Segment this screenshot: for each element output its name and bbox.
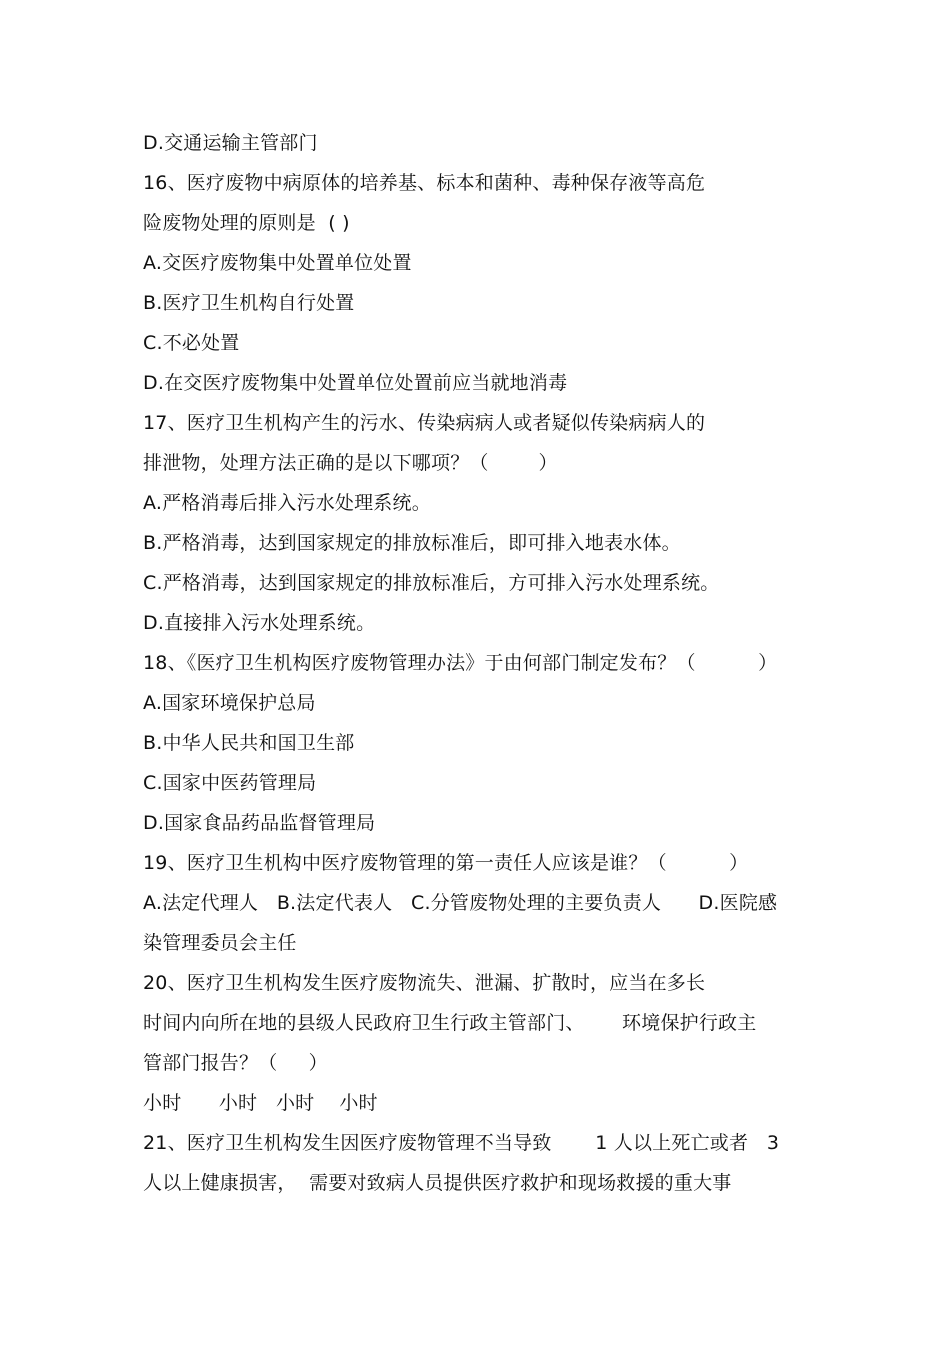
option-17-c: C.严格消毒，达到国家规定的排放标准后，方可排入污水处理系统。 — [143, 572, 720, 594]
option-15-d: D.交通运输主管部门 — [143, 132, 318, 154]
option-16-c: C.不必处置 — [143, 332, 240, 354]
option-18-b: B.中华人民共和国卫生部 — [143, 732, 355, 754]
question-17-line-1: 17、医疗卫生机构产生的污水、传染病病人或者疑似传染病病人的 — [143, 412, 706, 434]
option-16-d: D.在交医疗废物集中处置单位处置前应当就地消毒 — [143, 372, 568, 394]
option-18-c: C.国家中医药管理局 — [143, 772, 317, 794]
option-17-d: D.直接排入污水处理系统。 — [143, 612, 376, 634]
question-21-line-2: 人以上健康损害， 需要对致病人员提供医疗救护和现场救援的重大事 — [143, 1172, 732, 1194]
question-21-line-1: 21、医疗卫生机构发生因医疗废物管理不当导致 1 人以上死亡或者 3 — [143, 1132, 780, 1154]
options-20: 小时 小时 小时 小时 — [143, 1092, 378, 1114]
option-17-a: A.严格消毒后排入污水处理系统。 — [143, 492, 431, 514]
option-17-b: B.严格消毒，达到国家规定的排放标准后，即可排入地表水体。 — [143, 532, 681, 554]
question-17-line-2: 排泄物，处理方法正确的是以下哪项？（ ） — [143, 452, 558, 474]
question-18: 18、《医疗卫生机构医疗废物管理办法》于由何部门制定发布？（ ） — [143, 652, 778, 674]
question-20-line-2: 时间内向所在地的县级人民政府卫生行政主管部门、 环境保护行政主 — [143, 1012, 757, 1034]
options-19-line-2: 染管理委员会主任 — [143, 932, 297, 954]
question-16-line-1: 16、医疗废物中病原体的培养基、标本和菌种、毒种保存液等高危 — [143, 172, 706, 194]
question-20-line-3: 管部门报告？（ ） — [143, 1052, 328, 1074]
option-18-d: D.国家食品药品监督管理局 — [143, 812, 376, 834]
option-16-b: B.医疗卫生机构自行处置 — [143, 292, 355, 314]
question-19: 19、医疗卫生机构中医疗废物管理的第一责任人应该是谁？（ ） — [143, 852, 749, 874]
option-16-a: A.交医疗废物集中处置单位处置 — [143, 252, 412, 274]
options-19-line-1: A.法定代理人 B.法定代表人 C.分管废物处理的主要负责人 D.医院感 — [143, 892, 778, 914]
option-18-a: A.国家环境保护总局 — [143, 692, 316, 714]
question-16-line-2: 险废物处理的原则是 ( ) — [143, 212, 350, 234]
question-20-line-1: 20、医疗卫生机构发生医疗废物流失、泄漏、扩散时，应当在多长 — [143, 972, 706, 994]
